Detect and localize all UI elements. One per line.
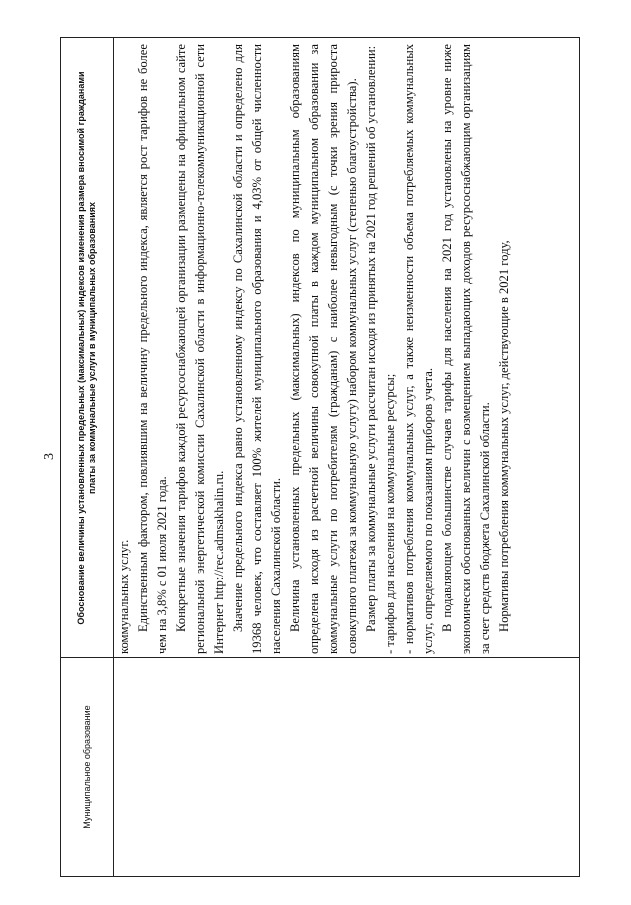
header-justification: Обоснование величины установленных предельных (максимальных) индексов изменения размера вносимой гражданами платы за коммунальные услуги в муниципальных образованиях: [75, 71, 97, 625]
justification-cell: [115, 44, 579, 654]
paragraph: коммунальных услуг.: [117, 539, 131, 654]
header-municipality: Муниципальное образование: [82, 705, 92, 829]
page-number: 3: [42, 453, 57, 460]
paragraph: Значение предельного индекса равно установленному индексу по Сахалинской области и определено для 19368 человек, что составляет 100% жителей муниципального образования и 4,03% от общей численности населения Сахалинской области.: [231, 44, 283, 654]
paragraph: - нормативов потребления коммунальных услуг, а также неизменности объема потребляемых коммунальных услуг, определяемого по показаниям приборов учета.: [402, 44, 435, 654]
justification-table: [60, 37, 580, 877]
paragraph: Конкретные значения тарифов каждой ресурсоснабжающей организации размещены на официальном сайте региональной энергетической комиссии Сахалинской области в информационно-телекоммуникационной сети Интернет http://rec.admsakhalin.ru.: [174, 44, 226, 654]
paragraph: Величина установленных предельных (максимальных) индексов по муниципальным образованиям определена исходя из расчетной величины совокупной платы в каждом муниципальном образовании за коммунальные услуги по потребителям (гражданам) с наиболее невыгодным (с точки зрения прироста совокупного платежа за коммунальную услугу) набором коммунальных услуг (степенью благоустройства).: [288, 44, 359, 654]
paragraph: Единственным фактором, повлиявшим на величину предельного индекса, является рост тарифов не более чем на 3,8% с 01 июля 2021 года.: [136, 44, 169, 654]
paragraph: В подавляющем большинстве случаев тарифы для населения на 2021 год установлены на уровне ниже экономически обоснованных величин с возмещением выпадающих доходов ресурсоснабжающим организациям за счет средств бюджета Сахалинской области.: [440, 44, 492, 654]
municipality-cell: [113, 658, 579, 876]
paragraph: Размер платы за коммунальные услуги рассчитан исходя из принятых на 2021 год решений об установлении:: [364, 45, 378, 632]
paragraph: - тарифов для населения на коммунальные ресурсы;: [383, 373, 397, 654]
paragraph: Нормативы потребления коммунальных услуг, действующие в 2021 году,: [497, 240, 511, 632]
